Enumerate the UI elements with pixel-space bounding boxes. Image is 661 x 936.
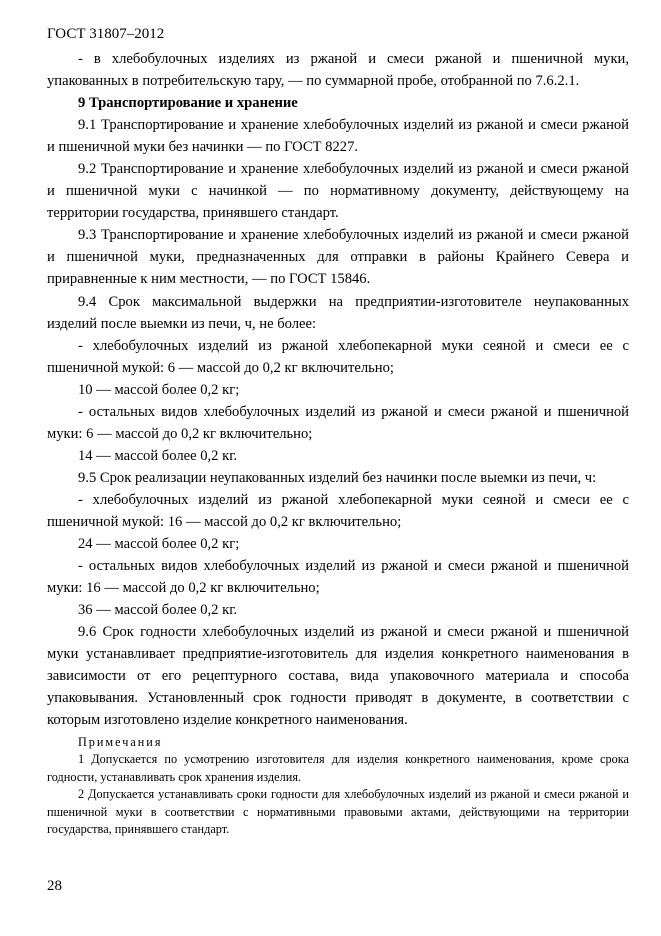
- list-item-9-4-b: - остальных видов хлебобулочных изделий из ржаной и смеси ржаной и пшеничной муки: 6 — массой до 0,2 кг включительно;: [47, 403, 629, 442]
- list-item-9-4-a-cont: 10 — массой более 0,2 кг;: [78, 381, 240, 398]
- paragraph-9-5: 9.5 Срок реализации неупакованных изделий без начинки после выемки из печи, ч:: [78, 469, 597, 486]
- notes-title: Примечания: [78, 735, 163, 750]
- paragraph-9-6: 9.6 Срок годности хлебобулочных изделий из ржаной и смеси ржаной и пшеничной муки устанавливает предприятие-изготовитель для изделия конкретного наименования в зависимости от его рецептурного состава, вида упаковочного материала и способа упаковывания. Установленный срок годности приводят в документе, в соответствии с которым изготовлено изделие конкретного наименования.: [47, 624, 629, 729]
- note-2: 2 Допускается устанавливать сроки годности для хлебобулочных изделий из ржаной и смеси ржаной и пшеничной муки в соответствии с нормативными правовыми актами, действующими на территории государства, принявшего стандарт.: [47, 787, 629, 837]
- paragraph-9-4: 9.4 Срок максимальной выдержки на предприятии-изготовителе неупакованных изделий после выемки из печи, ч, не более:: [47, 293, 629, 332]
- list-item-9-5-a-cont: 24 — массой более 0,2 кг;: [78, 536, 240, 553]
- paragraph-sampling: - в хлебобулочных изделиях из ржаной и смеси ржаной и пшеничной муки, упакованных в потребительскую тару, — по суммарной пробе, отобранной по 7.6.2.1.: [47, 51, 629, 90]
- section-heading: 9 Транспортирование и хранение: [78, 95, 298, 112]
- page-number: 28: [47, 878, 62, 894]
- paragraph-9-2: 9.2 Транспортирование и хранение хлебобулочных изделий из ржаной и смеси ржаной и пшеничной муки с начинкой — по нормативному документу, действующему на территории государства, принявшего стандарт.: [47, 161, 629, 222]
- paragraph-9-3: 9.3 Транспортирование и хранение хлебобулочных изделий из ржаной и смеси ржаной и пшеничной муки, предназначенных для отправки в районы Крайнего Севера и приравненные к ним местности, — по ГОСТ 15846.: [47, 227, 629, 288]
- paragraph-9-1: 9.1 Транспортирование и хранение хлебобулочных изделий из ржаной и смеси ржаной и пшеничной муки без начинки — по ГОСТ 8227.: [47, 117, 629, 156]
- list-item-9-5-b-cont: 36 — массой более 0,2 кг.: [78, 602, 238, 619]
- list-item-9-5-b: - остальных видов хлебобулочных изделий из ржаной и смеси ржаной и пшеничной муки: 16 — массой до 0,2 кг включительно;: [47, 558, 629, 597]
- note-1: 1 Допускается по усмотрению изготовителя для изделия конкретного наименования, кроме срока годности, устанавливать срок хранения изделия.: [47, 752, 629, 784]
- list-item-9-4-b-cont: 14 — массой более 0,2 кг.: [78, 447, 238, 464]
- document-body: [47, 48, 629, 838]
- list-item-9-5-a: - хлебобулочных изделий из ржаной хлебопекарной муки сеяной и смеси ее с пшеничной мукой: 16 — массой до 0,2 кг включительно;: [47, 491, 629, 530]
- list-item-9-4-a: - хлебобулочных изделий из ржаной хлебопекарной муки сеяной и смеси ее с пшеничной мукой: 6 — массой до 0,2 кг включительно;: [47, 337, 629, 376]
- document-code-header: ГОСТ 31807–2012: [47, 26, 165, 42]
